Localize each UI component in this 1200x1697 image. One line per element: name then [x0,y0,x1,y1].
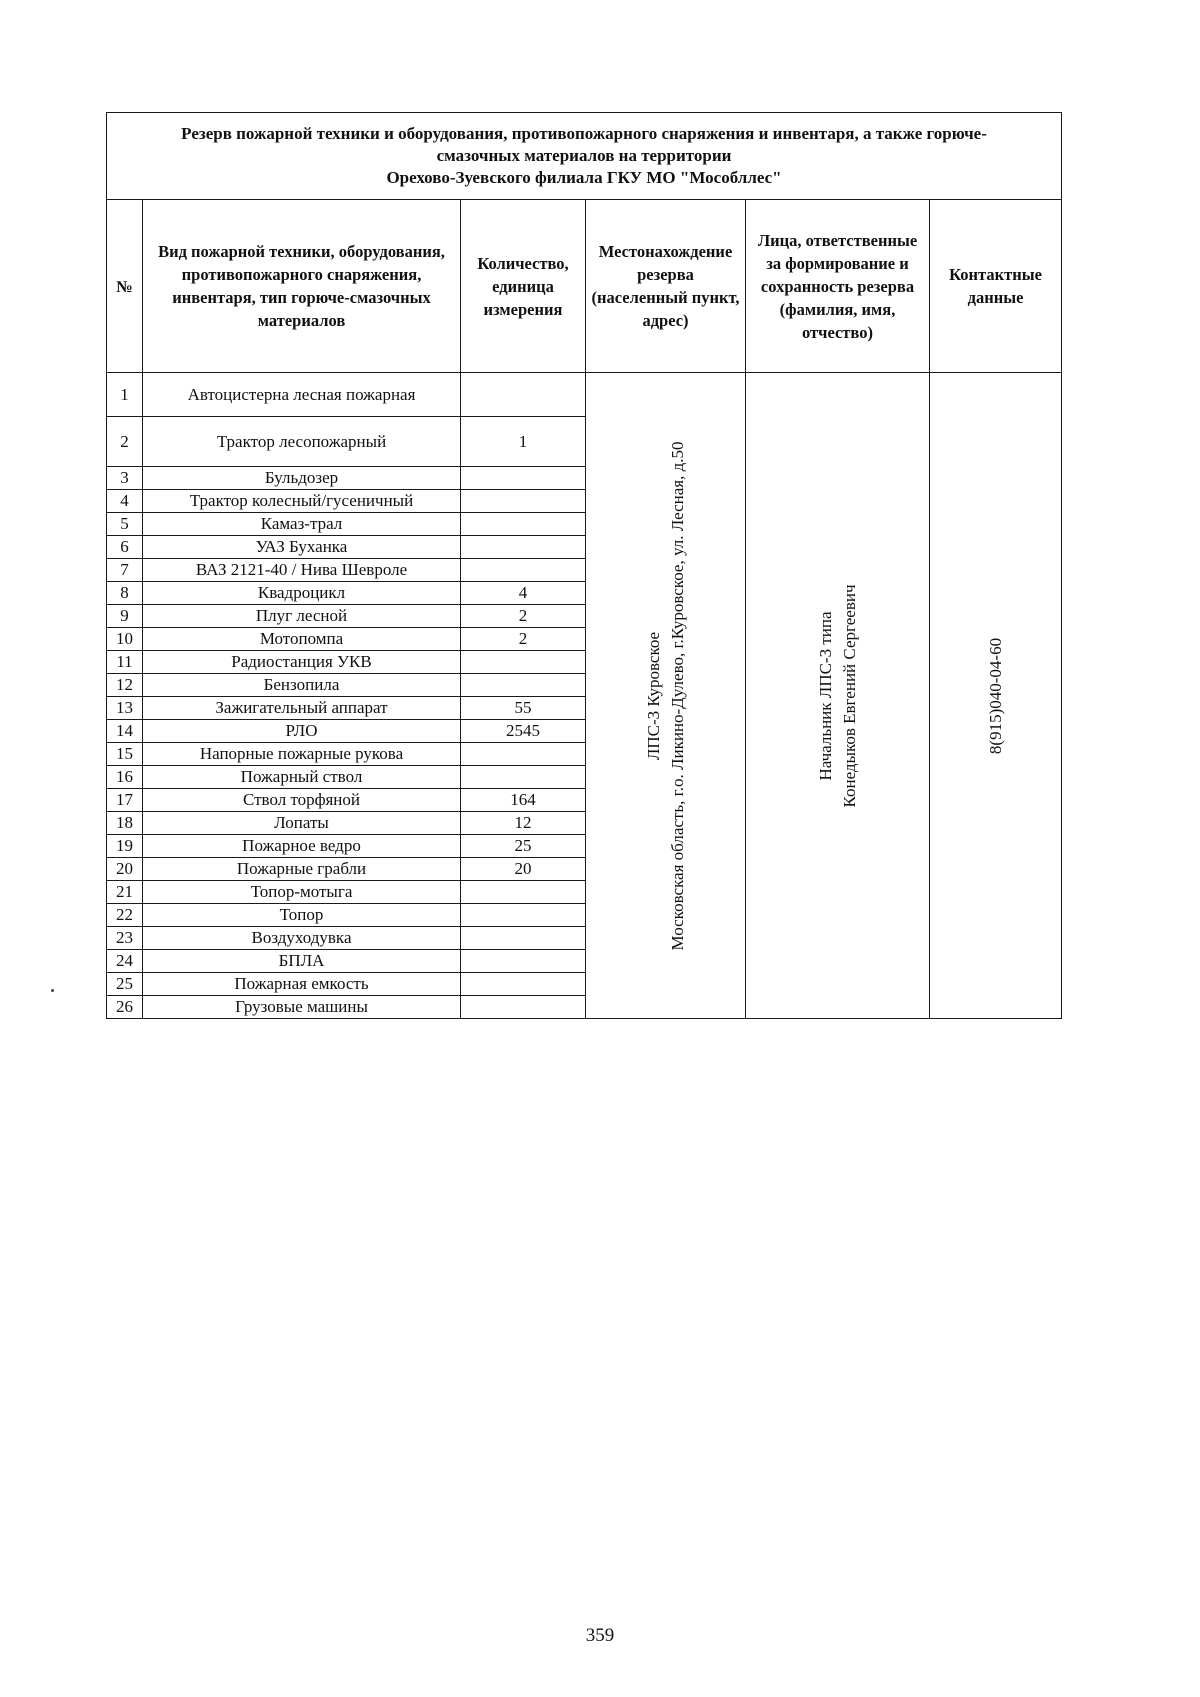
header-responsible: Лица, ответственные за формирование и сохранность резерва (фамилия, имя, отчество) [746,200,930,373]
scan-speck [51,989,54,992]
item-quantity [461,766,586,789]
row-number: 23 [107,927,143,950]
responsible-line: Конедыков Евгений Сергеевич [839,583,859,808]
header-quantity: Количество, единица измерения [461,200,586,373]
table-row [107,373,1062,417]
item-quantity [461,973,586,996]
row-number: 13 [107,697,143,720]
row-number: 18 [107,812,143,835]
title-line-2: смазочных материалов на территории [436,146,732,165]
row-number: 15 [107,743,143,766]
item-quantity [461,927,586,950]
item-name: Зажигательный аппарат [143,697,461,720]
row-number: 25 [107,973,143,996]
item-quantity: 1 [461,417,586,467]
item-quantity [461,467,586,490]
item-quantity [461,559,586,582]
row-number: 2 [107,417,143,467]
responsible-cell [746,373,930,1019]
item-name: Воздуходувка [143,927,461,950]
row-number: 11 [107,651,143,674]
item-name: УАЗ Буханка [143,536,461,559]
item-quantity [461,904,586,927]
row-number: 4 [107,490,143,513]
item-name: Бульдозер [143,467,461,490]
item-quantity: 2545 [461,720,586,743]
item-name: Пожарные грабли [143,858,461,881]
item-quantity [461,651,586,674]
row-number: 24 [107,950,143,973]
item-quantity [461,373,586,417]
row-number: 20 [107,858,143,881]
item-quantity [461,950,586,973]
item-quantity [461,743,586,766]
location-text [642,441,690,950]
table-title [107,113,1062,200]
location-line: ЛПС-3 Куровское [643,631,663,760]
item-name: Ствол торфяной [143,789,461,812]
responsible-text [814,584,862,807]
item-quantity: 55 [461,697,586,720]
item-quantity: 2 [461,628,586,651]
header-location: Местонахождение резерва (населенный пункт, адрес) [586,200,746,373]
item-name: Лопаты [143,812,461,835]
row-number: 16 [107,766,143,789]
title-line-1: Резерв пожарной техники и оборудования, противопожарного снаряжения и инвентаря, а также горюче- [181,124,987,143]
item-name: РЛО [143,720,461,743]
item-quantity [461,996,586,1019]
item-quantity: 25 [461,835,586,858]
title-line-3: Орехово-Зуевского филиала ГКУ МО "Мособллес" [386,168,782,187]
row-number: 26 [107,996,143,1019]
header-num: № [107,200,143,373]
item-quantity: 2 [461,605,586,628]
item-name: Топор [143,904,461,927]
item-quantity [461,881,586,904]
item-name: ВАЗ 2121-40 / Нива Шевроле [143,559,461,582]
row-number: 3 [107,467,143,490]
item-name: Камаз-трал [143,513,461,536]
row-number: 22 [107,904,143,927]
item-quantity: 164 [461,789,586,812]
item-name: Трактор лесопожарный [143,417,461,467]
item-name: Грузовые машины [143,996,461,1019]
page-number: 359 [585,1625,615,1646]
item-quantity: 4 [461,582,586,605]
row-number: 9 [107,605,143,628]
item-name: Бензопила [143,674,461,697]
row-number: 21 [107,881,143,904]
responsible-line: Начальник ЛПС-3 типа [815,610,835,781]
item-quantity [461,513,586,536]
item-name: Радиостанция УКВ [143,651,461,674]
row-number: 17 [107,789,143,812]
item-quantity: 20 [461,858,586,881]
item-name: Напорные пожарные рукова [143,743,461,766]
contact-phone: 8(915)040-04-60 [985,637,1005,754]
item-name: Пожарное ведро [143,835,461,858]
item-quantity [461,490,586,513]
row-number: 8 [107,582,143,605]
item-name: Пожарный ствол [143,766,461,789]
row-number: 6 [107,536,143,559]
item-name: Квадроцикл [143,582,461,605]
item-name: БПЛА [143,950,461,973]
item-name: Пожарная емкость [143,973,461,996]
row-number: 7 [107,559,143,582]
row-number: 1 [107,373,143,417]
row-number: 19 [107,835,143,858]
header-contacts: Контактные данные [930,200,1062,373]
row-number: 12 [107,674,143,697]
reserve-table [106,112,1062,1019]
item-name: Трактор колесный/гусеничный [143,490,461,513]
item-quantity: 12 [461,812,586,835]
contacts-cell [930,373,1062,1019]
item-quantity [461,536,586,559]
row-number: 14 [107,720,143,743]
item-name: Мотопомпа [143,628,461,651]
row-number: 5 [107,513,143,536]
item-name: Топор-мотыга [143,881,461,904]
row-number: 10 [107,628,143,651]
item-name: Плуг лесной [143,605,461,628]
item-name: Автоцистерна лесная пожарная [143,373,461,417]
location-cell [586,373,746,1019]
header-type: Вид пожарной техники, оборудования, противопожарного снаряжения, инвентаря, тип горюче-смазочных материалов [143,200,461,373]
location-line: Московская область, г.о. Ликино-Дулево, г.Куровское, ул. Лесная, д.50 [667,441,687,950]
item-quantity [461,674,586,697]
